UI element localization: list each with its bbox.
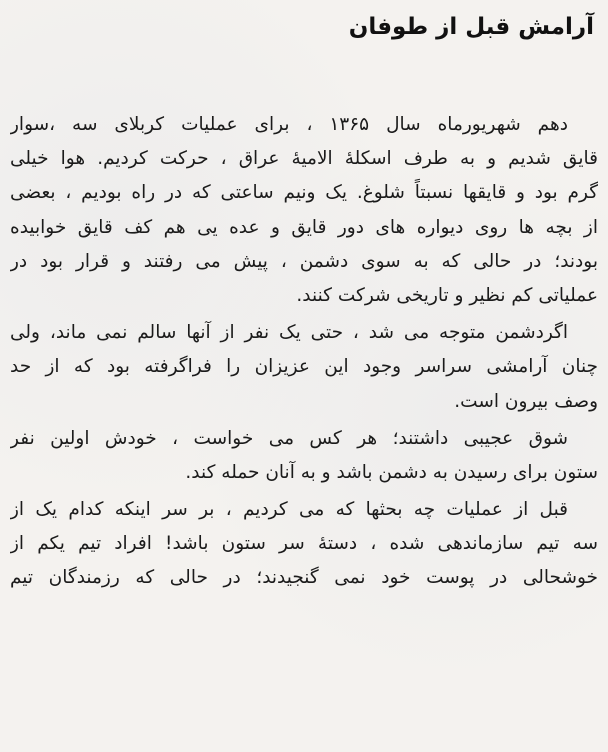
text-line: عملیاتی کم نظیر و تاریخی شرکت کنند. — [296, 284, 598, 306]
text-line: دهم شهریورماه سال ۱۳۶۵ ، برای عملیات کربلای سه ،سوار — [10, 114, 568, 135]
text-line: شوق عجیبی داشتند؛ هر کس می خواست ، خودش اولین نفر — [10, 427, 568, 449]
text-line: اگردشمن متوجه می شد ، حتی یک نفر از آنها سالم نمی ماند، ولی — [10, 322, 568, 344]
chapter-title: آرامش قبل از طوفان — [348, 14, 594, 40]
text-line: بودند؛ در حالی که به سوی دشمن ، پیش می رفتند و قرار بود در — [10, 250, 598, 272]
paragraph — [10, 422, 598, 490]
text-line: چنان آرامشی سراسر وجود این عزیزان را فراگرفته بود که از حد — [10, 356, 598, 378]
paragraph — [10, 316, 598, 419]
body-text — [10, 108, 598, 596]
paragraph — [10, 108, 598, 313]
text-line: قایق شدیم و به طرف اسکلهٔ الامیهٔ عراق ، حرکت کردیم. هوا خیلی — [10, 148, 598, 170]
text-line: سه تیم سازماندهی شده ، دستهٔ سر ستون باشد! افراد تیم یکم از — [10, 533, 598, 555]
text-line: وصف بیرون است. — [454, 390, 598, 412]
text-line: گرم بود و قایقها نسبتاً شلوغ. یک ونیم ساعتی که در راه بودیم ، بعضی — [10, 182, 598, 204]
paragraph — [10, 493, 598, 596]
text-line: خوشحالی در پوست خود نمی گنجیدند؛ در حالی که رزمندگان تیم — [10, 567, 598, 589]
text-line: از بچه ها روی دیواره های دور قایق و عده یی هم کف قایق خوابیده — [10, 216, 598, 238]
text-line: قبل از عملیات چه بحثها که می کردیم ، بر سر اینکه کدام یک از — [10, 499, 568, 521]
text-line: ستون برای رسیدن به دشمن باشد و به آنان حمله کند. — [185, 461, 598, 483]
